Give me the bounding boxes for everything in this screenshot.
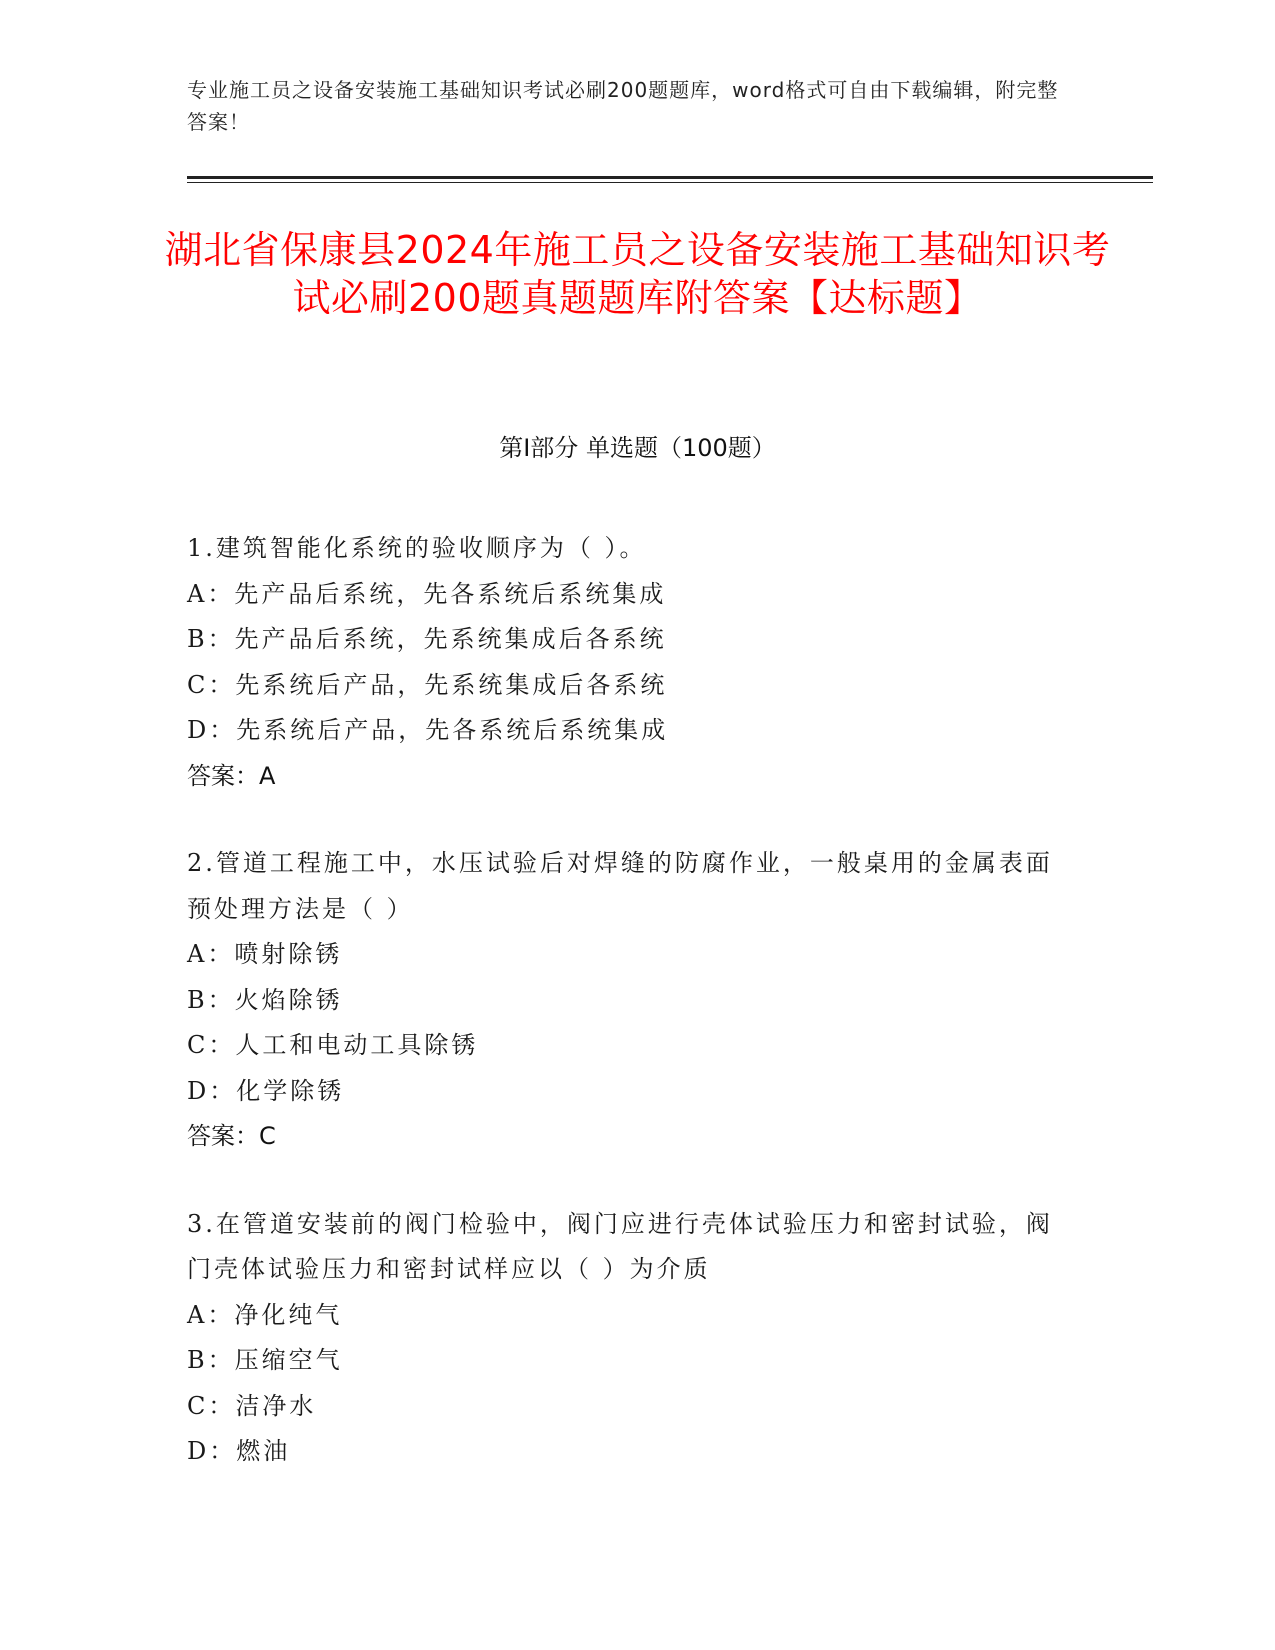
question-list: [187, 526, 1067, 1517]
option-c: C：先系统后产品，先系统集成后各系统: [187, 670, 668, 699]
option-b: B：火焰除锈: [187, 985, 343, 1014]
option-a: A：先产品后系统，先各系统后系统集成: [187, 579, 667, 608]
answer: 答案：C: [187, 1122, 276, 1150]
option-b: B：先产品后系统，先系统集成后各系统: [187, 625, 667, 653]
option-b: B：压缩空气: [187, 1346, 343, 1374]
option-d: D：燃油: [187, 1437, 291, 1465]
option-c: C：洁净水: [187, 1391, 317, 1420]
option-c: C：人工和电动工具除锈: [187, 1031, 479, 1059]
option-a: A：喷射除锈: [187, 940, 343, 968]
option-a: A：净化纯气: [187, 1300, 343, 1329]
option-d: D：先系统后产品，先各系统后系统集成: [187, 716, 669, 744]
question-stem: 2.管道工程施工中，水压试验后对焊缝的防腐作业，一般桌用的金属表面预处理方法是（ ）: [187, 849, 1053, 923]
answer: 答案：A: [187, 761, 276, 790]
question-2: [187, 841, 1067, 1160]
section-title: 第Ⅰ部分 单选题（100题）: [499, 434, 776, 462]
header-divider-thick: [187, 176, 1153, 179]
question-stem: 1.建筑智能化系统的验收顺序为（ ）。: [187, 534, 647, 562]
question-1: [187, 526, 1067, 799]
question-stem: 3.在管道安装前的阀门检验中，阀门应进行壳体试验压力和密封试验，阀门壳体试验压力和密封试样应以（ ）为介质: [187, 1209, 1053, 1283]
header-divider-thin: [187, 182, 1153, 183]
document-title: 湖北省保康县2024年施工员之设备安装施工基础知识考试必刷200题真题题库附答案【达标题】: [164, 228, 1111, 320]
header-note: 专业施工员之设备安装施工基础知识考试必刷200题题库，word格式可自由下载编辑，附完整答案！: [187, 78, 1059, 134]
question-3: [187, 1202, 1067, 1475]
option-d: D：化学除锈: [187, 1076, 345, 1105]
